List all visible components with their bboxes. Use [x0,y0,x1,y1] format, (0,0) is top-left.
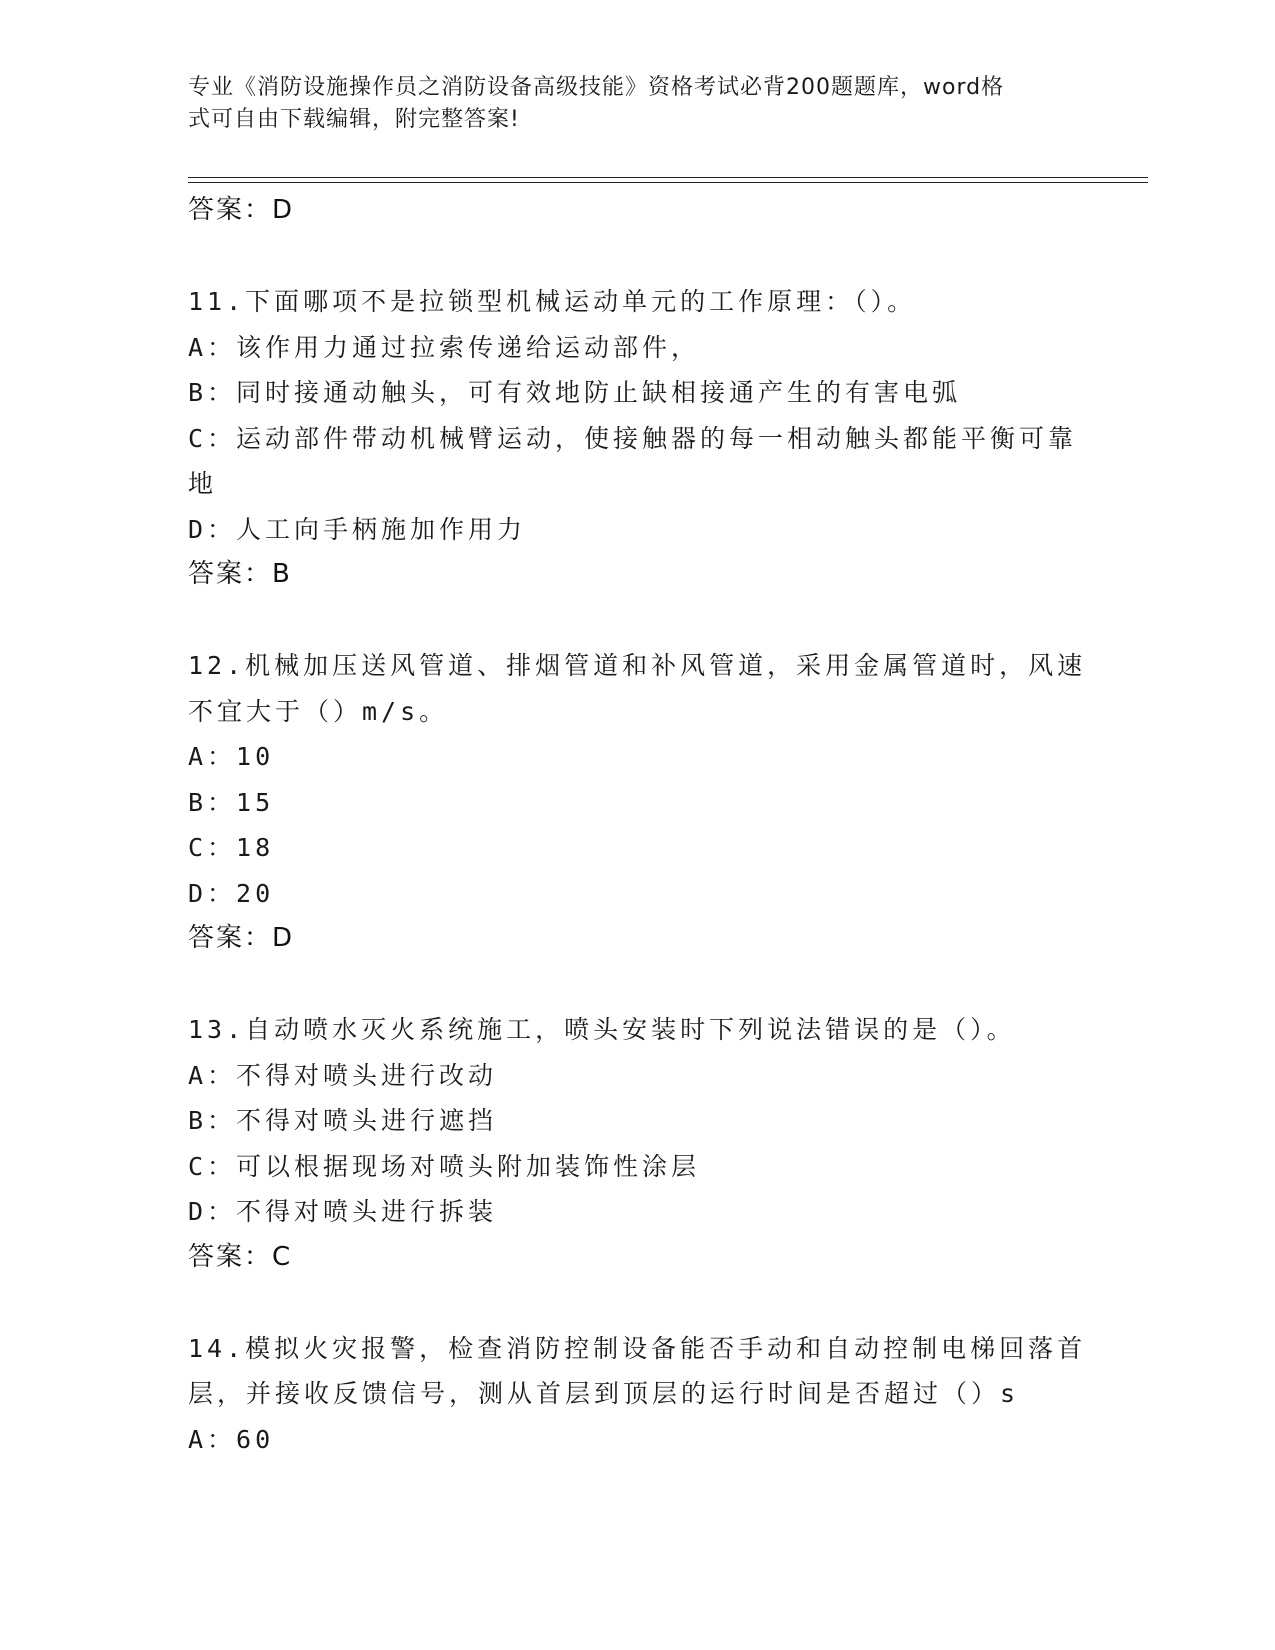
header-divider-top [188,177,1148,178]
question-12-option-d: D：20 [188,878,275,908]
answer-q12: 答案：D [188,923,295,953]
question-11-text: 11.下面哪项不是拉锁型机械运动单元的工作原理：（）。 [188,287,917,316]
answer-q10: 答案：D [188,195,295,225]
header-divider-bottom [188,182,1148,183]
answer-q11: 答案：B [188,559,292,589]
spacer [188,234,1088,280]
question-12-text-line-1: 12.机械加压送风管道、排烟管道和补风管道，采用金属管道时，风速 [188,651,1087,680]
document-header [188,72,1078,136]
question-12-option-a: A：10 [188,742,275,771]
question-14-text-line-2: 层，并接收反馈信号，测从首层到顶层的运行时间是否超过（）s [188,1379,1020,1408]
question-13-text: 13.自动喷水灭火系统施工，喷头安装时下列说法错误的是（）。 [188,1015,1016,1044]
question-11-option-d: D：人工向手柄施加作用力 [188,514,527,544]
question-13-option-c: C：可以根据现场对喷头附加装饰性涂层 [188,1151,701,1181]
question-11-option-b: B：同时接通动触头，可有效地防止缺相接通产生的有害电弧 [188,378,962,407]
question-11-option-c-line-2: 地 [188,469,218,498]
question-13 [188,1007,1088,1280]
question-13-option-b: B：不得对喷头进行遮挡 [188,1106,498,1135]
question-13-option-d: D：不得对喷头进行拆装 [188,1197,498,1226]
spacer [188,962,1088,1008]
question-12-option-b: B：15 [188,787,275,817]
answer-q13: 答案：C [188,1241,293,1272]
question-12-text-line-2: 不宜大于（）m/s。 [188,696,449,726]
header-title-line-2: 式可自由下载编辑，附完整答案! [188,107,520,132]
header-title-line-1: 专业《消防设施操作员之消防设备高级技能》资格考试必背200题题库，word格 [188,75,1005,100]
question-11-option-a: A：该作用力通过拉索传递给运动部件， [188,332,701,362]
question-13-option-a: A：不得对喷头进行改动 [188,1060,498,1090]
question-12 [188,643,1088,962]
question-list [188,188,1088,1462]
question-14-option-a: A：60 [188,1424,275,1454]
question-11-option-c-line-1: C：运动部件带动机械臂运动，使接触器的每一相动触头都能平衡可靠 [188,423,1078,453]
spacer [188,1280,1088,1326]
spacer [188,598,1088,644]
question-14 [188,1326,1088,1463]
question-14-text-line-1: 14.模拟火灾报警，检查消防控制设备能否手动和自动控制电梯回落首 [188,1333,1087,1363]
question-11 [188,279,1088,598]
question-12-option-c: C：18 [188,833,275,862]
